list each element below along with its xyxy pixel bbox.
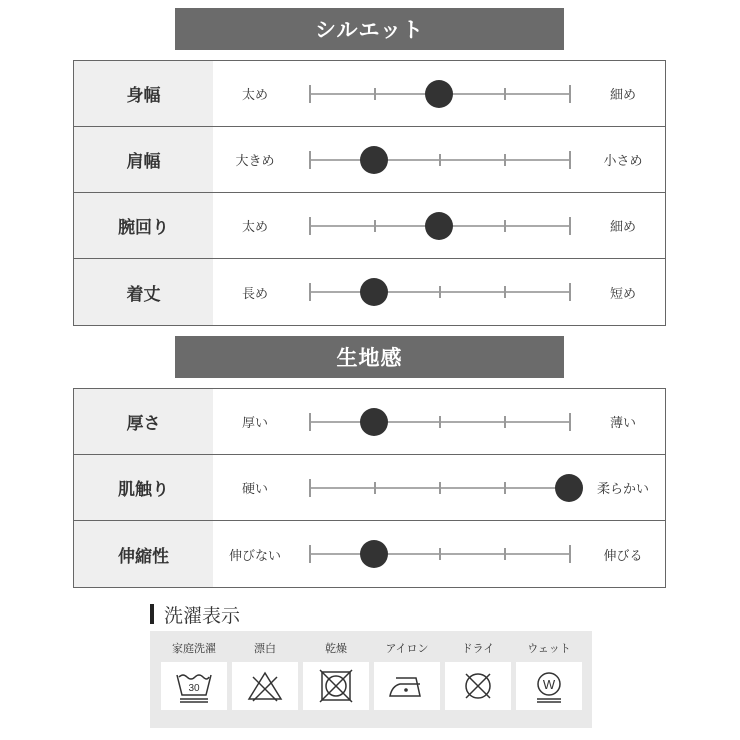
care-icon-box — [303, 662, 369, 710]
fabric-heading: 生地感 — [175, 336, 564, 378]
scale-tick — [504, 154, 506, 166]
scale-marker — [425, 80, 453, 108]
scale-left-label: 伸びない — [228, 548, 281, 564]
row-scale-area — [213, 193, 665, 258]
scale-marker — [555, 474, 583, 502]
scale-left-label: 大きめ — [235, 154, 275, 169]
row-scale-area — [213, 127, 665, 192]
scale-row — [74, 389, 665, 455]
scale-right-label: 小さめ — [603, 154, 643, 169]
scale-tick — [374, 88, 376, 100]
scale-tick — [374, 220, 376, 232]
care-label: アイロン — [385, 642, 429, 655]
wet-clean-letter: W — [542, 677, 556, 692]
scale-tick — [439, 548, 441, 560]
scale-tick — [504, 482, 506, 494]
scale-row — [74, 193, 665, 259]
scale-right-label: 伸びる — [603, 548, 643, 564]
scale-tick — [309, 217, 311, 235]
scale-tick — [569, 151, 571, 169]
scale-tick — [504, 548, 506, 560]
scale-tick — [569, 85, 571, 103]
scale-tick — [374, 482, 376, 494]
scale-row — [74, 127, 665, 193]
scale-right-label: 細め — [609, 88, 636, 103]
scale-left-label: 厚い — [241, 416, 268, 431]
scale-marker — [360, 408, 388, 436]
care-label: 漂白 — [254, 642, 276, 655]
scale-tick — [309, 545, 311, 563]
scale-tick — [439, 286, 441, 298]
row-scale-area — [213, 259, 665, 325]
scale-tick — [569, 545, 571, 563]
scale-marker — [360, 146, 388, 174]
scale-tick — [439, 482, 441, 494]
row-label: 身幅 — [74, 61, 213, 126]
wet-clean-icon — [529, 668, 569, 704]
scale-tick — [439, 154, 441, 166]
scale-row — [74, 521, 665, 587]
silhouette-table — [73, 60, 666, 326]
row-label: 伸縮性 — [74, 521, 213, 587]
care-icon-box — [161, 662, 227, 710]
scale-marker — [360, 540, 388, 568]
scale-right-label: 薄い — [609, 416, 636, 431]
care-label: 家庭洗濯 — [172, 642, 216, 655]
no-dry-clean-icon — [458, 668, 498, 704]
no-bleach-icon — [245, 668, 285, 704]
scale-left-label: 太め — [241, 88, 268, 103]
scale-tick — [309, 283, 311, 301]
scale-tick — [309, 85, 311, 103]
scale-row — [74, 259, 665, 325]
care-label: 乾燥 — [325, 642, 347, 655]
row-scale-area — [213, 455, 665, 520]
scale-left-label: 硬い — [241, 482, 268, 497]
scale-tick — [439, 416, 441, 428]
row-label: 着丈 — [74, 259, 213, 325]
row-label: 厚さ — [74, 389, 213, 454]
row-scale-area — [213, 61, 665, 126]
scale-tick — [309, 413, 311, 431]
scale-marker — [360, 278, 388, 306]
row-label: 肌触り — [74, 455, 213, 520]
scale-tick — [504, 286, 506, 298]
scale-right-label: 柔らかい — [596, 482, 649, 497]
care-icon-box — [232, 662, 298, 710]
row-scale-area — [213, 389, 665, 454]
scale-left-label: 長め — [241, 286, 268, 302]
scale-tick — [309, 151, 311, 169]
scale-tick — [504, 416, 506, 428]
silhouette-heading: シルエット — [175, 8, 564, 50]
row-label: 肩幅 — [74, 127, 213, 192]
scale-right-label: 細め — [609, 220, 636, 235]
scale-row — [74, 61, 665, 127]
scale-left-label: 太め — [241, 220, 268, 235]
scale-tick — [569, 283, 571, 301]
scale-tick — [569, 217, 571, 235]
scale-row — [74, 455, 665, 521]
scale-tick — [309, 479, 311, 497]
care-label: ドライ — [461, 642, 495, 655]
wash-temp-text: 30 — [188, 683, 200, 694]
scale-tick — [504, 88, 506, 100]
row-label: 腕回り — [74, 193, 213, 258]
washtub-30-icon — [174, 668, 214, 704]
scale-marker — [425, 212, 453, 240]
no-tumble-dry-icon — [316, 668, 356, 704]
iron-low-icon — [386, 668, 428, 704]
care-label: ウェット — [527, 642, 571, 655]
fabric-table — [73, 388, 666, 588]
care-heading — [150, 601, 240, 627]
scale-tick — [569, 413, 571, 431]
care-icon-box — [374, 662, 440, 710]
care-title-text: 洗濯表示 — [164, 604, 241, 627]
scale-right-label: 短め — [609, 286, 636, 302]
care-panel — [150, 631, 592, 728]
care-icon-box — [445, 662, 511, 710]
row-scale-area — [213, 521, 665, 587]
heading-bar — [150, 604, 154, 624]
scale-tick — [504, 220, 506, 232]
care-icon-box — [516, 662, 582, 710]
